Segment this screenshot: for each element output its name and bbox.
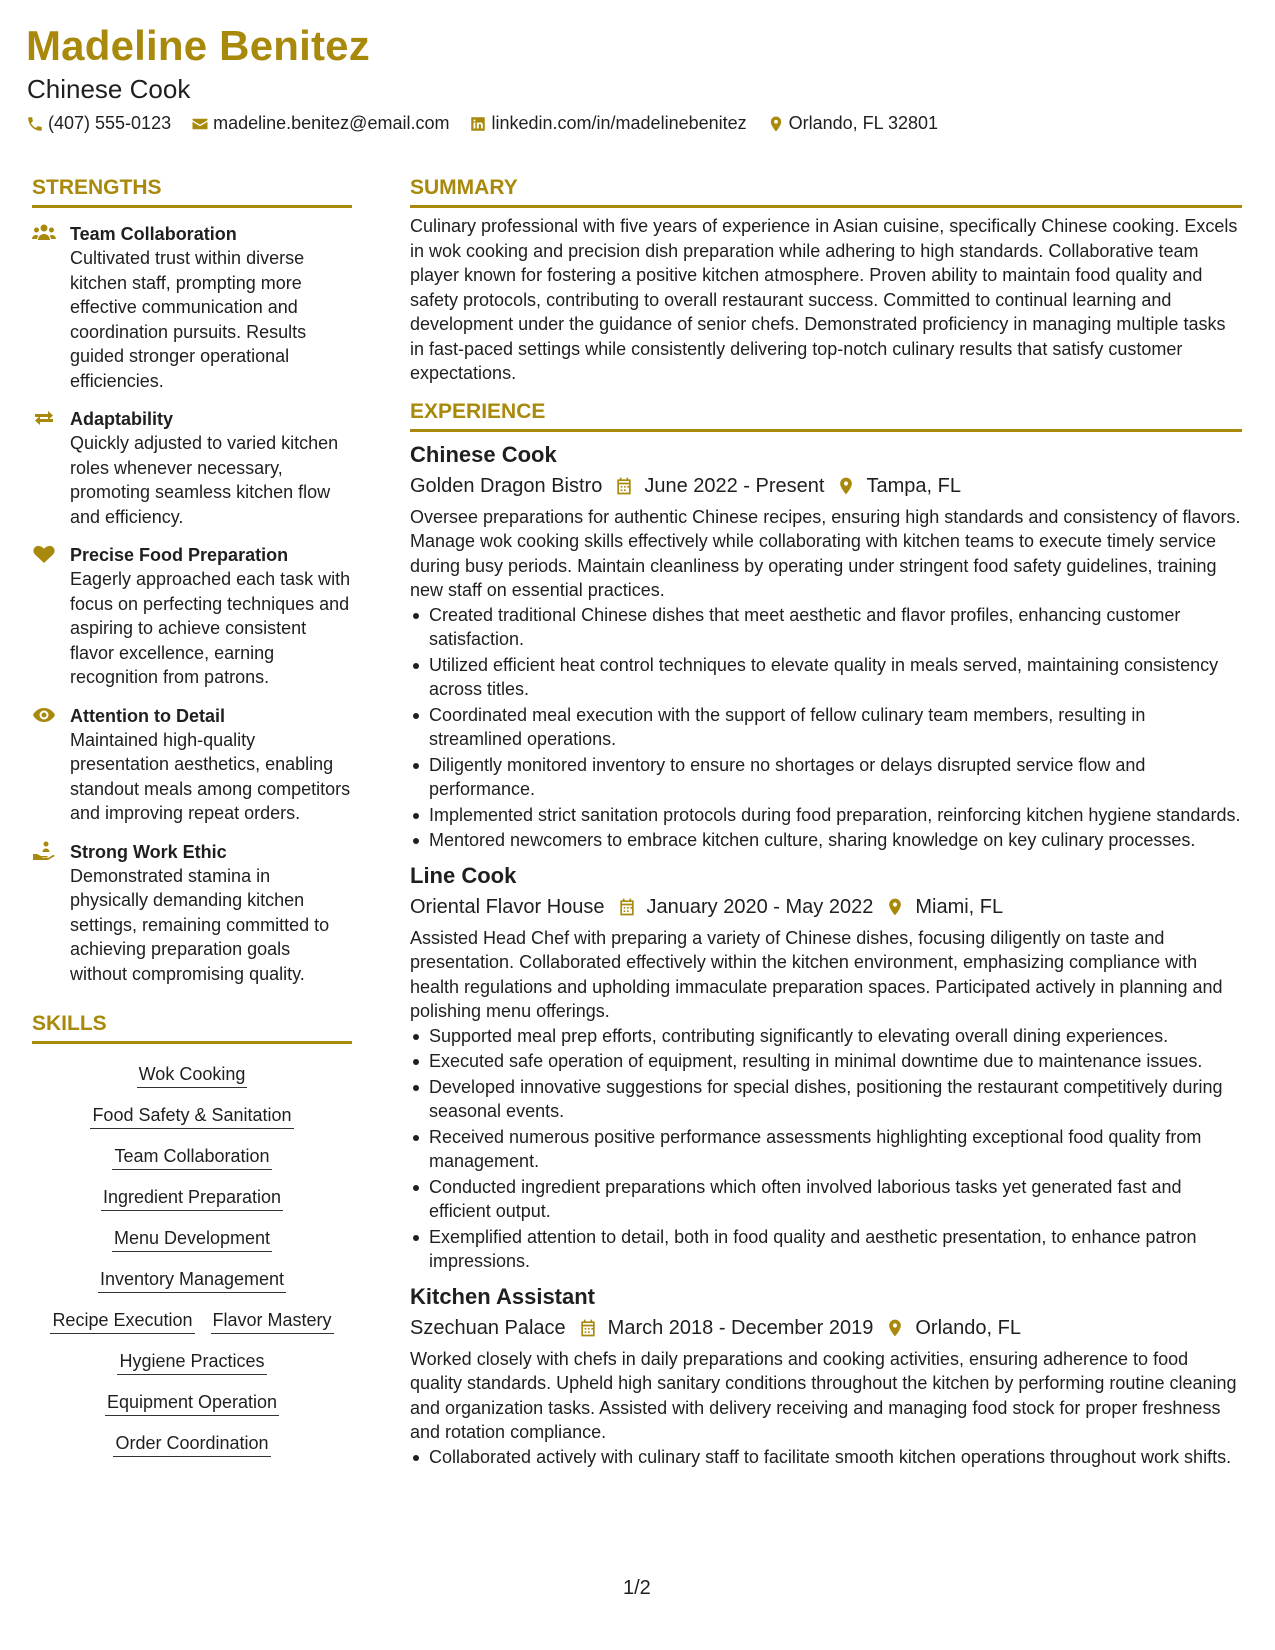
job-company: Szechuan Palace bbox=[410, 1316, 566, 1339]
summary-heading: SUMMARY bbox=[410, 176, 1242, 208]
skill-tag: Team Collaboration bbox=[112, 1144, 271, 1170]
job-location: Miami, FL bbox=[915, 895, 1004, 918]
job-entry bbox=[410, 440, 1242, 853]
job-bullets bbox=[410, 1445, 1242, 1470]
location-icon bbox=[836, 476, 856, 496]
contact-phone-text: (407) 555-0123 bbox=[48, 113, 172, 133]
skill-tag: Flavor Mastery bbox=[211, 1308, 334, 1334]
job-title: Kitchen Assistant bbox=[410, 1283, 596, 1309]
linkedin-icon bbox=[469, 115, 487, 133]
job-description: Worked closely with chefs in daily preparations and cooking activities, ensuring adherence to food quality standards. Upheld high sanitary conditions throughout the kitchen by performing routine cleaning and organization tasks. Assisted with delivery receiving and managing food stock for proper freshness and rotation compliance. bbox=[410, 1348, 1237, 1442]
left-column bbox=[32, 176, 352, 1464]
strength-heading: Precise Food Preparation bbox=[70, 545, 289, 565]
skill-tag: Hygiene Practices bbox=[117, 1349, 266, 1375]
job-bullet: Diligently monitored inventory to ensure no shortages or delays disrupted service flow and performance. bbox=[410, 753, 1242, 802]
candidate-name: Madeline Benitez bbox=[26, 22, 370, 69]
job-dates: March 2018 - December 2019 bbox=[607, 1316, 874, 1339]
skill-tag: Inventory Management bbox=[98, 1267, 286, 1293]
job-bullet: Coordinated meal execution with the support of fellow culinary team members, resulting in streamlined operations. bbox=[410, 703, 1242, 752]
strength-description: Maintained high-quality presentation aesthetics, enabling standout meals among competitors and improving repeat orders. bbox=[70, 729, 351, 823]
job-dates: June 2022 - Present bbox=[644, 474, 825, 497]
contact-location-text: Orlando, FL 32801 bbox=[788, 113, 939, 133]
exchange-icon bbox=[32, 408, 56, 428]
job-company: Oriental Flavor House bbox=[410, 895, 605, 918]
skill-tag: Food Safety & Sanitation bbox=[90, 1103, 293, 1129]
candidate-title: Chinese Cook bbox=[27, 74, 191, 104]
contact-email[interactable] bbox=[191, 113, 449, 134]
heart-icon bbox=[32, 544, 56, 564]
strength-description: Cultivated trust within diverse kitchen staff, prompting more effective communication and coordination pursuits. Results guided stronger operational efficiencies. bbox=[70, 248, 307, 391]
strength-heading: Team Collaboration bbox=[70, 224, 237, 244]
calendar-icon bbox=[617, 897, 637, 917]
strength-heading: Adaptability bbox=[70, 409, 174, 429]
job-bullet: Received numerous positive performance assessments highlighting exceptional food quality from management. bbox=[410, 1125, 1242, 1174]
job-location: Orlando, FL bbox=[915, 1316, 1021, 1339]
strength-item bbox=[32, 543, 352, 690]
contact-linkedin[interactable] bbox=[469, 113, 746, 134]
job-bullet: Exemplified attention to detail, both in food quality and aesthetic presentation, to enhance patron impressions. bbox=[410, 1225, 1242, 1274]
strengths-heading: STRENGTHS bbox=[32, 176, 352, 208]
skill-tag: Menu Development bbox=[112, 1226, 272, 1252]
contact-bar bbox=[26, 113, 958, 134]
skill-tag: Ingredient Preparation bbox=[101, 1185, 283, 1211]
summary-text: Culinary professional with five years of experience in Asian cuisine, specifically Chinese cooking. Excels in wok cooking and precision dish preparation while adhering to high standards. Collaborative team player known for fostering a positive kitchen atmosphere. Proven ability to maintain food quality and safety protocols, contributing to overall restaurant success. Committed to continual learning and development under the guidance of senior chefs. Demonstrated proficiency in managing multiple tasks in fast-paced settings while consistently delivering top-notch culinary results that satisfy customer expectations. bbox=[410, 216, 1238, 383]
skill-tag: Wok Cooking bbox=[137, 1062, 248, 1088]
contact-email-text: madeline.benitez@email.com bbox=[213, 113, 450, 133]
job-meta bbox=[410, 1314, 1242, 1342]
job-dates: January 2020 - May 2022 bbox=[646, 895, 874, 918]
job-meta bbox=[410, 472, 1242, 500]
hand-holding-person-icon bbox=[32, 841, 56, 861]
contact-location bbox=[767, 113, 938, 134]
skill-tag: Equipment Operation bbox=[105, 1390, 279, 1416]
job-bullets bbox=[410, 603, 1242, 853]
strength-item bbox=[32, 222, 352, 393]
job-bullet: Implemented strict sanitation protocols during food preparation, reinforcing kitchen hygiene standards. bbox=[410, 803, 1242, 828]
job-title: Chinese Cook bbox=[410, 441, 557, 467]
phone-icon bbox=[26, 115, 44, 133]
strength-description: Demonstrated stamina in physically demanding kitchen settings, remaining committed to achieving preparation goals without compromising quality. bbox=[70, 865, 330, 984]
job-bullets bbox=[410, 1024, 1242, 1274]
job-meta bbox=[410, 893, 1242, 921]
eye-icon bbox=[32, 705, 56, 725]
calendar-icon bbox=[614, 476, 634, 496]
contact-linkedin-text: linkedin.com/in/madelinebenitez bbox=[491, 113, 747, 133]
job-entry bbox=[410, 1282, 1242, 1470]
job-company: Golden Dragon Bistro bbox=[410, 474, 603, 497]
job-description: Assisted Head Chef with preparing a variety of Chinese dishes, focusing diligently on taste and presentation. Collaborated effectively within the kitchen environment, emphasizing compliance with health regulations and upholding immaculate preparation spaces. Participated actively in planning and polishing menu offerings. bbox=[410, 927, 1223, 1021]
job-bullet: Developed innovative suggestions for special dishes, positioning the restaurant competitively during seasonal events. bbox=[410, 1075, 1242, 1124]
job-location: Tampa, FL bbox=[866, 474, 961, 497]
job-description: Oversee preparations for authentic Chinese recipes, ensuring high standards and consistency of flavors. Manage wok cooking skills effectively while collaborating with kitchen teams to execute timely service during busy periods. Maintain cleanliness by operating under stringent food safety guidelines, training new staff on essential practices. bbox=[410, 506, 1241, 600]
job-bullet: Conducted ingredient preparations which often involved laborious tasks yet generated fast and efficient output. bbox=[410, 1175, 1242, 1224]
job-title: Line Cook bbox=[410, 862, 517, 888]
location-icon bbox=[885, 1318, 905, 1338]
contact-phone[interactable] bbox=[26, 113, 171, 134]
job-bullet: Utilized efficient heat control techniques to elevate quality in meals served, maintaining consistency across titles. bbox=[410, 653, 1242, 702]
skills-list bbox=[32, 1054, 352, 1464]
skills-heading: SKILLS bbox=[32, 1012, 352, 1044]
job-bullet: Executed safe operation of equipment, resulting in minimal downtime due to maintenance issues. bbox=[410, 1049, 1242, 1074]
strength-heading: Attention to Detail bbox=[70, 705, 225, 726]
job-bullet: Supported meal prep efforts, contributing significantly to elevating overall dining experiences. bbox=[410, 1024, 1242, 1049]
strength-item bbox=[32, 840, 352, 987]
calendar-icon bbox=[578, 1318, 598, 1338]
strength-item bbox=[32, 407, 352, 529]
job-bullet: Mentored newcomers to embrace kitchen culture, sharing knowledge on key culinary processes. bbox=[410, 828, 1242, 853]
experience-heading: EXPERIENCE bbox=[410, 400, 1242, 432]
strength-description: Eagerly approached each task with focus on perfecting techniques and aspiring to achieve consistent flavor excellence, earning recognition from patrons. bbox=[70, 569, 351, 687]
page-number: 1/2 bbox=[623, 1577, 651, 1599]
strength-heading: Strong Work Ethic bbox=[70, 841, 227, 862]
strength-item bbox=[32, 704, 352, 826]
users-icon bbox=[32, 223, 56, 243]
job-bullet: Collaborated actively with culinary staff to facilitate smooth kitchen operations throughout work shifts. bbox=[410, 1445, 1242, 1470]
location-icon bbox=[767, 115, 785, 133]
location-icon bbox=[885, 897, 905, 917]
strength-description: Quickly adjusted to varied kitchen roles whenever necessary, promoting seamless kitchen flow and efficiency. bbox=[70, 433, 339, 527]
skill-tag: Order Coordination bbox=[113, 1431, 270, 1457]
job-entry bbox=[410, 861, 1242, 1274]
email-icon bbox=[191, 115, 209, 133]
job-bullet: Created traditional Chinese dishes that meet aesthetic and flavor profiles, enhancing customer satisfaction. bbox=[410, 603, 1242, 652]
skill-tag: Recipe Execution bbox=[50, 1308, 194, 1334]
right-column bbox=[410, 176, 1242, 1470]
